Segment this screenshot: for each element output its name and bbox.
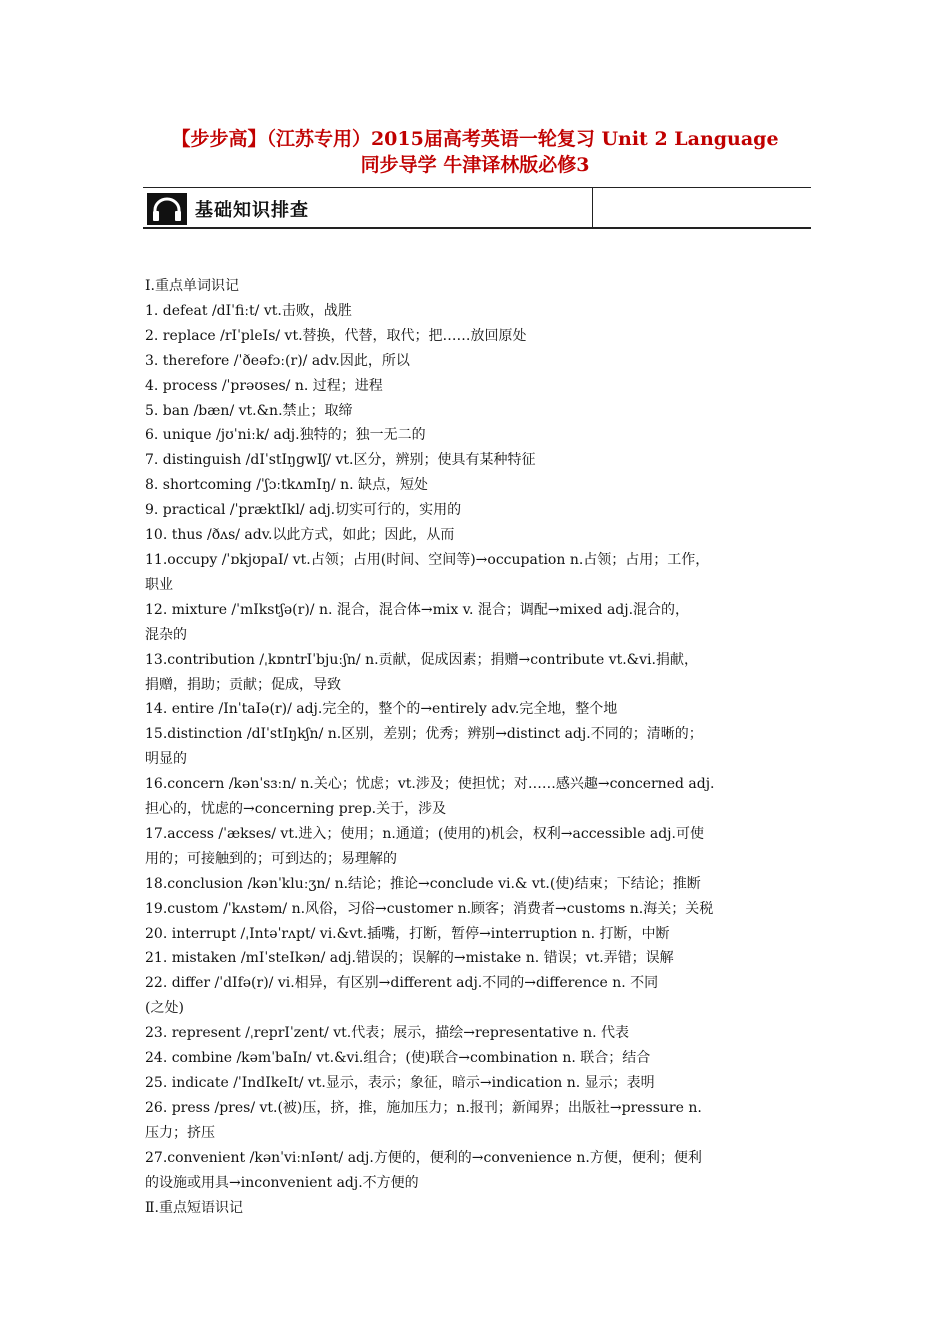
vocab-line: 压力；挤压 [145, 1124, 215, 1141]
vocab-line: 混杂的 [145, 626, 187, 643]
vocab-line: 10. thus /ðʌs/ adv.以此方式，如此；因此，从而 [145, 527, 455, 544]
vocab-line: 20. interrupt /ˌIntəˈrʌpt/ vi.&vt.插嘴，打断，暂停→interruption n. 打断，中断 [145, 925, 670, 942]
vocab-line: 1. defeat /dIˈfiːt/ vt.击败，战胜 [145, 302, 352, 319]
vocab-line: 捐赠，捐助；贡献；促成，导致 [145, 676, 341, 693]
document-title-line-2: 同步导学 牛津译林版必修3 [360, 154, 590, 176]
vocab-line: 23. represent /ˌreprIˈzent/ vt.代表；展示，描绘→representative n. 代表 [145, 1025, 629, 1042]
vocab-line: 27.convenient /kənˈviːnIənt/ adj.方便的，便利的→convenience n.方便，便利；便利 [145, 1149, 702, 1166]
vocab-line: 职业 [145, 576, 173, 593]
vocab-line: 4. process /ˈprəʊses/ n. 过程；进程 [145, 377, 383, 394]
document-title-line-1: 【步步高】（江苏专用）2015届高考英语一轮复习 Unit 2 Language [171, 128, 779, 150]
vocab-line: 的设施或用具→inconvenient adj.不方便的 [145, 1174, 419, 1191]
headphones-icon [147, 193, 187, 225]
vocab-line: Ⅰ.重点单词识记 [145, 278, 239, 294]
vocab-line: 14. entire /InˈtaIə(r)/ adj.完全的，整个的→entirely adv.完全地，整个地 [145, 701, 618, 718]
vocab-line: 16.concern /kənˈsɜːn/ n.关心；忧虑；vt.涉及；使担忧；对……感兴趣→concerned adj. [145, 776, 715, 793]
vocab-line: 7. distinguish /dIˈstIŋgwIʃ/ vt.区分，辨别；使具有某种特征 [145, 452, 536, 469]
document-title [120, 126, 830, 178]
vocab-line: 25. indicate /ˈIndIkeIt/ vt.显示，表示；象征，暗示→indication n. 显示；表明 [145, 1075, 655, 1091]
vocab-line: 21. mistaken /mIˈsteIkən/ adj.错误的；误解的→mistake n. 错误；vt.弄错；误解 [145, 950, 674, 967]
banner-top-rule [143, 187, 811, 188]
vocab-line: 15.distinction /dIˈstIŋkʃn/ n.区别，差别；优秀；辨别→distinct adj.不同的；清晰的； [145, 726, 703, 743]
vocab-line: (之处) [145, 1000, 184, 1017]
section-banner-label: 基础知识排查 [195, 200, 309, 221]
vocab-line: 26. press /pres/ vt.(被)压，挤，推，施加压力；n.报刊；新闻界；出版社→pressure n. [145, 1099, 702, 1116]
vocab-line: 19.custom /ˈkʌstəm/ n.风俗，习俗→customer n.顾客；消费者→customs n.海关；关税 [145, 900, 714, 917]
section-banner [143, 187, 811, 229]
vocabulary-list [145, 274, 813, 1220]
vocab-line: 5. ban /bæn/ vt.&n.禁止；取缔 [145, 402, 353, 419]
vocab-line: 3. therefore /ˈðeəfɔː(r)/ adv.因此，所以 [145, 352, 410, 369]
banner-bottom-rule [143, 227, 811, 229]
vocab-line: 17.access /ˈækses/ vt.进入；使用；n.通道；(使用的)机会，权利→accessible adj.可使 [145, 825, 704, 842]
vocab-line: 11.occupy /ˈɒkjʊpaI/ vt.占领；占用(时间、空间等)→occupation n.占领；占用；工作， [145, 551, 710, 568]
vocab-line: 明显的 [145, 751, 187, 768]
vocab-line: 用的；可接触到的；可到达的；易理解的 [145, 850, 397, 867]
vocab-line: 9. practical /ˈpræktIkl/ adj.切实可行的，实用的 [145, 502, 462, 519]
vocab-line: 担心的，忧虑的→concerning prep.关于，涉及 [145, 801, 447, 818]
vocab-line: 8. shortcoming /ˈʃɔːtkʌmIŋ/ n. 缺点，短处 [145, 477, 429, 494]
vocab-line: 13.contribution /ˌkɒntrIˈbjuːʃn/ n.贡献，促成因素；捐赠→contribute vt.&vi.捐献， [145, 651, 698, 668]
vocab-line: 18.conclusion /kənˈkluːʒn/ n.结论；推论→conclude vi.& vt.(使)结束；下结论；推断 [145, 875, 701, 892]
vocab-line: 6. unique /jʊˈniːk/ adj.独特的；独一无二的 [145, 427, 426, 444]
vocab-line: 2. replace /rIˈpleIs/ vt.替换，代替，取代；把……放回原处 [145, 327, 527, 344]
banner-divider [592, 187, 593, 229]
vocab-line: 22. differ /ˈdIfə(r)/ vi.相异，有区别→different adj.不同的→difference n. 不同 [145, 975, 659, 992]
vocab-line: 12. mixture /ˈmIkstʃə(r)/ n. 混合，混合体→mix v. 混合；调配→mixed adj.混合的， [145, 601, 690, 618]
vocab-line: 24. combine /kəmˈbaIn/ vt.&vi.组合；(使)联合→combination n. 联合；结合 [145, 1050, 651, 1067]
vocab-line: Ⅱ.重点短语识记 [145, 1199, 243, 1216]
